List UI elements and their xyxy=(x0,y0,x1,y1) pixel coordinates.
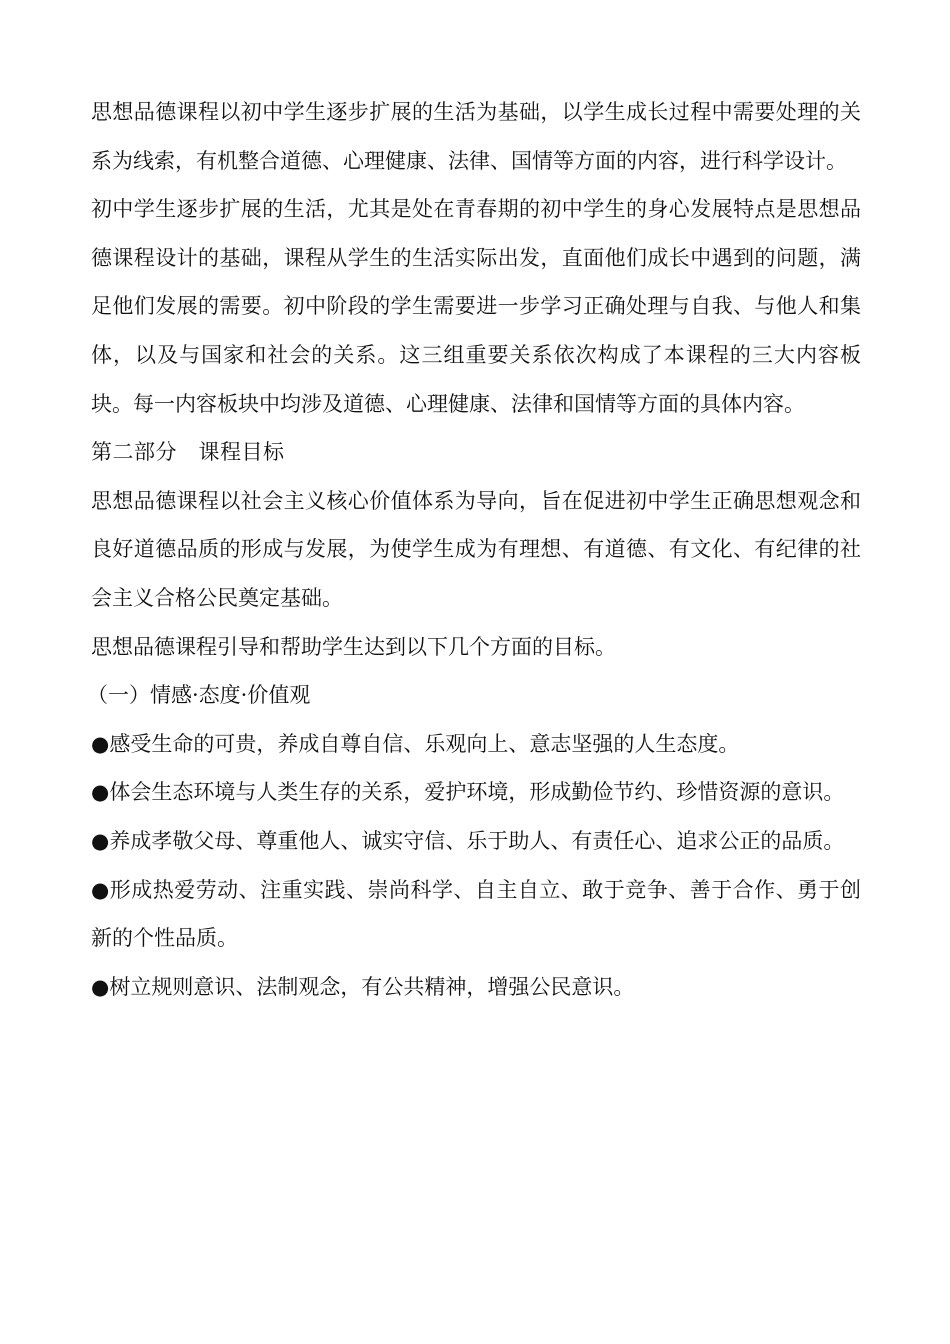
bullet-item-environment: ●体会生态环境与人类生存的关系，爱护环境，形成勤俭节约、珍惜资源的意识。 xyxy=(91,780,845,805)
section-heading-course-goals: 第二部分 课程目标 xyxy=(91,440,285,465)
paragraph-intro: 思想品德课程以初中学生逐步扩展的生活为基础，以学生成长过程中需要处理的关系为线索，有机整合道德、心理健康、法律、国情等方面的内容，进行科学设计。 xyxy=(91,100,861,173)
bullet-item-personality: ●形成热爱劳动、注重实践、崇尚科学、自主自立、敢于竞争、善于合作、勇于创新的个性品质。 xyxy=(91,877,861,951)
paragraph-goals-guide: 思想品德课程引导和帮助学生达到以下几个方面的目标。 xyxy=(91,634,616,659)
subheading-emotion-attitude-values: （一）情感·态度·价值观 xyxy=(87,683,311,708)
bullet-item-citizenship: ●树立规则意识、法制观念，有公共精神，增强公民意识。 xyxy=(91,974,635,999)
paragraph-life-basis: 初中学生逐步扩展的生活，尤其是处在青春期的初中学生的身心发展特点是思想品德课程设计的基础，课程从学生的生活实际出发，直面他们成长中遇到的问题，满足他们发展的需要。初中阶段的学生需要进一步学习正确处理与自我、与他人和集体，以及与国家和社会的关系。这三组重要关系依次构成了本课程的三大内容板块。每一内容板块中均涉及道德、心理健康、法律和国情等方面的具体内容。 xyxy=(91,197,861,416)
bullet-item-life: ●感受生命的可贵，养成自尊自信、乐观向上、意志坚强的人生态度。 xyxy=(91,731,740,756)
document-body xyxy=(87,88,861,1011)
bullet-item-character: ●养成孝敬父母、尊重他人、诚实守信、乐于助人、有责任心、追求公正的品质。 xyxy=(91,828,845,853)
paragraph-goals-intro: 思想品德课程以社会主义核心价值体系为导向，旨在促进初中学生正确思想观念和良好道德品质的形成与发展，为使学生成为有理想、有道德、有文化、有纪律的社会主义合格公民奠定基础。 xyxy=(91,488,861,610)
